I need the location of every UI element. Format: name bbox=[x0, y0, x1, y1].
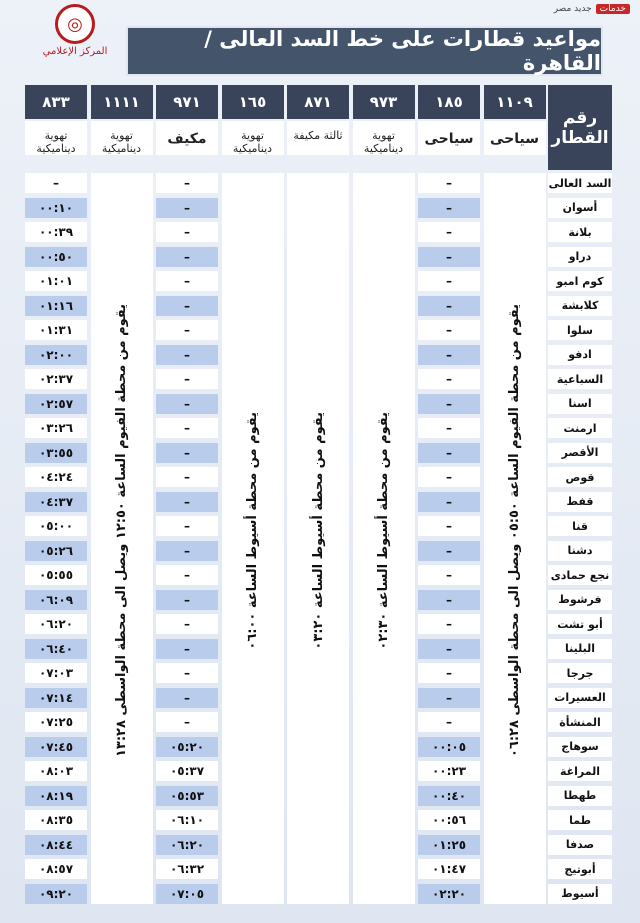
time-cell: – bbox=[156, 296, 218, 316]
time-cell: – bbox=[156, 222, 218, 242]
time-cell: ٠١:٣١ bbox=[25, 320, 87, 340]
time-cell: – bbox=[156, 565, 218, 585]
time-cell: – bbox=[418, 467, 480, 487]
time-cell: – bbox=[156, 663, 218, 683]
time-cell: ٠٠:٥٠ bbox=[25, 247, 87, 267]
time-cell: ٠٣:٥٥ bbox=[25, 443, 87, 463]
station-name: قنا bbox=[548, 516, 612, 536]
time-cell: – bbox=[418, 541, 480, 561]
station-name: العسيرات bbox=[548, 688, 612, 708]
time-cell: – bbox=[418, 712, 480, 732]
time-cell: – bbox=[418, 198, 480, 218]
time-cell: ٠٤:٣٧ bbox=[25, 492, 87, 512]
time-cell: – bbox=[418, 222, 480, 242]
train-number: ٩٧١ bbox=[156, 85, 218, 119]
time-cell: ٠٧:٠٣ bbox=[25, 663, 87, 683]
time-cell: ٠٨:٣٥ bbox=[25, 810, 87, 830]
train-number: ١١١١ bbox=[91, 85, 153, 119]
time-cell: ٠٧:١٤ bbox=[25, 688, 87, 708]
schedule-table bbox=[25, 85, 620, 915]
time-cell: ٠٠:٠٥ bbox=[418, 737, 480, 757]
time-cell: ٠٩:٢٠ bbox=[25, 884, 87, 904]
time-cell: ٠١:١٦ bbox=[25, 296, 87, 316]
train-number: ١١٠٩ bbox=[484, 85, 546, 119]
time-cell: – bbox=[418, 369, 480, 389]
time-cell: – bbox=[418, 296, 480, 316]
time-cell: – bbox=[418, 345, 480, 365]
time-cell: ٠١:٠١ bbox=[25, 271, 87, 291]
station-name: بلانة bbox=[548, 222, 612, 242]
time-cell: – bbox=[156, 320, 218, 340]
time-cell: – bbox=[25, 173, 87, 193]
time-cell: ٠٥:٣٧ bbox=[156, 761, 218, 781]
station-name: كلابشة bbox=[548, 296, 612, 316]
time-cell: – bbox=[156, 418, 218, 438]
departure-note-text: يقوم من محطة أسيوط الساعة ٠٢:٣٠ bbox=[376, 411, 391, 650]
station-name: كوم امبو bbox=[548, 271, 612, 291]
time-cell: ٠٠:٢٣ bbox=[418, 761, 480, 781]
time-cell: – bbox=[418, 688, 480, 708]
time-cell: – bbox=[418, 565, 480, 585]
station-name: المنشأة bbox=[548, 712, 612, 732]
time-cell: ٠١:٤٧ bbox=[418, 859, 480, 879]
time-cell: ٠٨:٠٣ bbox=[25, 761, 87, 781]
station-name: طهطا bbox=[548, 786, 612, 806]
time-cell: – bbox=[418, 516, 480, 536]
time-cell: – bbox=[156, 173, 218, 193]
time-cell: ٠٦:٢٠ bbox=[25, 614, 87, 634]
time-cell: – bbox=[156, 590, 218, 610]
time-cell: – bbox=[418, 394, 480, 414]
brand-strip bbox=[554, 3, 630, 15]
time-cell: ٠٨:١٩ bbox=[25, 786, 87, 806]
time-cell: – bbox=[156, 443, 218, 463]
time-cell: – bbox=[418, 492, 480, 512]
time-cell: – bbox=[156, 247, 218, 267]
departure-note-text: يقوم من محطة أسيوط الساعة ٠٣:٢٠ bbox=[310, 411, 326, 650]
time-cell: – bbox=[156, 394, 218, 414]
station-name: السد العالى bbox=[548, 173, 612, 193]
station-name: صدفا bbox=[548, 835, 612, 855]
brand-sub: جديد مصر bbox=[553, 4, 592, 14]
station-name: أسوان bbox=[548, 198, 612, 218]
station-name: طما bbox=[548, 810, 612, 830]
train-type: تهوية ديناميكية bbox=[91, 121, 153, 155]
departure-note-text: يقوم من محطة أسيوط الساعة ٠٦:٠٠ bbox=[245, 411, 260, 650]
departure-note-text: يقوم من محطة الفيوم الساعة ١٢:٥٠ ويصل الى محطة الواسطى ١٣:٢٨ bbox=[114, 303, 129, 758]
time-cell: ٠٦:٤٠ bbox=[25, 639, 87, 659]
station-name: أبو تشت bbox=[548, 614, 612, 634]
time-cell: – bbox=[156, 516, 218, 536]
time-cell: ٠٢:٥٧ bbox=[25, 394, 87, 414]
station-name: سلوا bbox=[548, 320, 612, 340]
time-cell: – bbox=[156, 688, 218, 708]
station-name: المراغة bbox=[548, 761, 612, 781]
time-cell: ٠٥:٢٦ bbox=[25, 541, 87, 561]
train-number: ٨٧١ bbox=[287, 85, 349, 119]
time-cell: – bbox=[156, 198, 218, 218]
station-column-header: رقم القطار bbox=[548, 85, 612, 170]
time-cell: – bbox=[418, 173, 480, 193]
station-name: نجع حمادى bbox=[548, 565, 612, 585]
station-name: ادفو bbox=[548, 345, 612, 365]
train-number: ٨٣٣ bbox=[25, 85, 87, 119]
time-cell: ٠٠:٥٦ bbox=[418, 810, 480, 830]
station-name: اسنا bbox=[548, 394, 612, 414]
time-cell: ٠٣:٢٦ bbox=[25, 418, 87, 438]
station-name: السباعية bbox=[548, 369, 612, 389]
logo bbox=[40, 4, 110, 62]
train-type: مكيف bbox=[156, 121, 218, 155]
brand-badge: خدمات bbox=[596, 4, 630, 14]
time-cell: ٠١:٢٥ bbox=[418, 835, 480, 855]
departure-note bbox=[353, 233, 415, 828]
time-cell: – bbox=[418, 418, 480, 438]
station-name: دشنا bbox=[548, 541, 612, 561]
time-cell: – bbox=[418, 639, 480, 659]
station-name: جرجا bbox=[548, 663, 612, 683]
train-type: سياحى bbox=[418, 121, 480, 155]
departure-note-text: يقوم من محطة الفيوم الساعة ٠٥:٥٠ ويصل الى محطة الواسطى ٠٦:٢٨ bbox=[507, 303, 522, 758]
time-cell: ٠٦:٢٠ bbox=[156, 835, 218, 855]
train-type: سياحى bbox=[484, 121, 546, 155]
time-cell: – bbox=[156, 712, 218, 732]
time-cell: – bbox=[418, 320, 480, 340]
time-cell: – bbox=[418, 663, 480, 683]
train-type: ثالثة مكيفة bbox=[287, 121, 349, 155]
train-type: تهوية ديناميكية bbox=[222, 121, 284, 155]
time-cell: – bbox=[156, 345, 218, 365]
logo-seal-icon: ◎ bbox=[55, 4, 95, 44]
time-cell: – bbox=[418, 614, 480, 634]
station-name: قوص bbox=[548, 467, 612, 487]
station-name: أسيوط bbox=[548, 884, 612, 904]
time-cell: ٠٠:١٠ bbox=[25, 198, 87, 218]
time-cell: – bbox=[418, 443, 480, 463]
time-cell: – bbox=[156, 492, 218, 512]
time-cell: – bbox=[156, 639, 218, 659]
time-cell: – bbox=[156, 541, 218, 561]
time-cell: ٠٨:٥٧ bbox=[25, 859, 87, 879]
departure-note bbox=[287, 233, 349, 828]
time-cell: ٠٧:٤٥ bbox=[25, 737, 87, 757]
departure-note bbox=[484, 233, 546, 828]
time-cell: – bbox=[156, 271, 218, 291]
departure-note bbox=[91, 233, 153, 828]
time-cell: – bbox=[418, 247, 480, 267]
time-cell: ٠٠:٣٩ bbox=[25, 222, 87, 242]
time-cell: – bbox=[418, 271, 480, 291]
time-cell: ٠٤:٢٤ bbox=[25, 467, 87, 487]
time-cell: ٠٠:٤٠ bbox=[418, 786, 480, 806]
station-name: قفط bbox=[548, 492, 612, 512]
time-cell: ٠٢:٠٠ bbox=[25, 345, 87, 365]
station-name: البلينا bbox=[548, 639, 612, 659]
time-cell: ٠٢:٢٠ bbox=[418, 884, 480, 904]
station-name: الأقصر bbox=[548, 443, 612, 463]
train-number: ١٦٥ bbox=[222, 85, 284, 119]
time-cell: ٠٥:٥٣ bbox=[156, 786, 218, 806]
train-type: تهوية ديناميكية bbox=[25, 121, 87, 155]
page-title: مواعيد قطارات على خط السد العالى / القاهرة bbox=[126, 26, 603, 76]
station-name: فرشوط bbox=[548, 590, 612, 610]
train-type: تهوية ديناميكية bbox=[353, 121, 415, 155]
time-cell: – bbox=[418, 590, 480, 610]
time-cell: ٠٢:٣٧ bbox=[25, 369, 87, 389]
time-cell: ٠٦:١٠ bbox=[156, 810, 218, 830]
station-name: سوهاج bbox=[548, 737, 612, 757]
departure-note bbox=[222, 233, 284, 828]
time-cell: ٠٨:٤٤ bbox=[25, 835, 87, 855]
station-name: دراو bbox=[548, 247, 612, 267]
time-cell: ٠٦:٠٩ bbox=[25, 590, 87, 610]
time-cell: ٠٥:٥٥ bbox=[25, 565, 87, 585]
station-name: أبوتيج bbox=[548, 859, 612, 879]
time-cell: ٠٥:٢٠ bbox=[156, 737, 218, 757]
time-cell: – bbox=[156, 369, 218, 389]
time-cell: ٠٥:٠٠ bbox=[25, 516, 87, 536]
time-cell: ٠٧:٠٥ bbox=[156, 884, 218, 904]
time-cell: ٠٧:٢٥ bbox=[25, 712, 87, 732]
logo-caption: المركز الإعلامي bbox=[42, 46, 108, 57]
time-cell: – bbox=[156, 614, 218, 634]
time-cell: – bbox=[156, 467, 218, 487]
train-number: ٩٧٣ bbox=[353, 85, 415, 119]
time-cell: ٠٦:٣٢ bbox=[156, 859, 218, 879]
station-name: ارمنت bbox=[548, 418, 612, 438]
train-number: ١٨٥ bbox=[418, 85, 480, 119]
